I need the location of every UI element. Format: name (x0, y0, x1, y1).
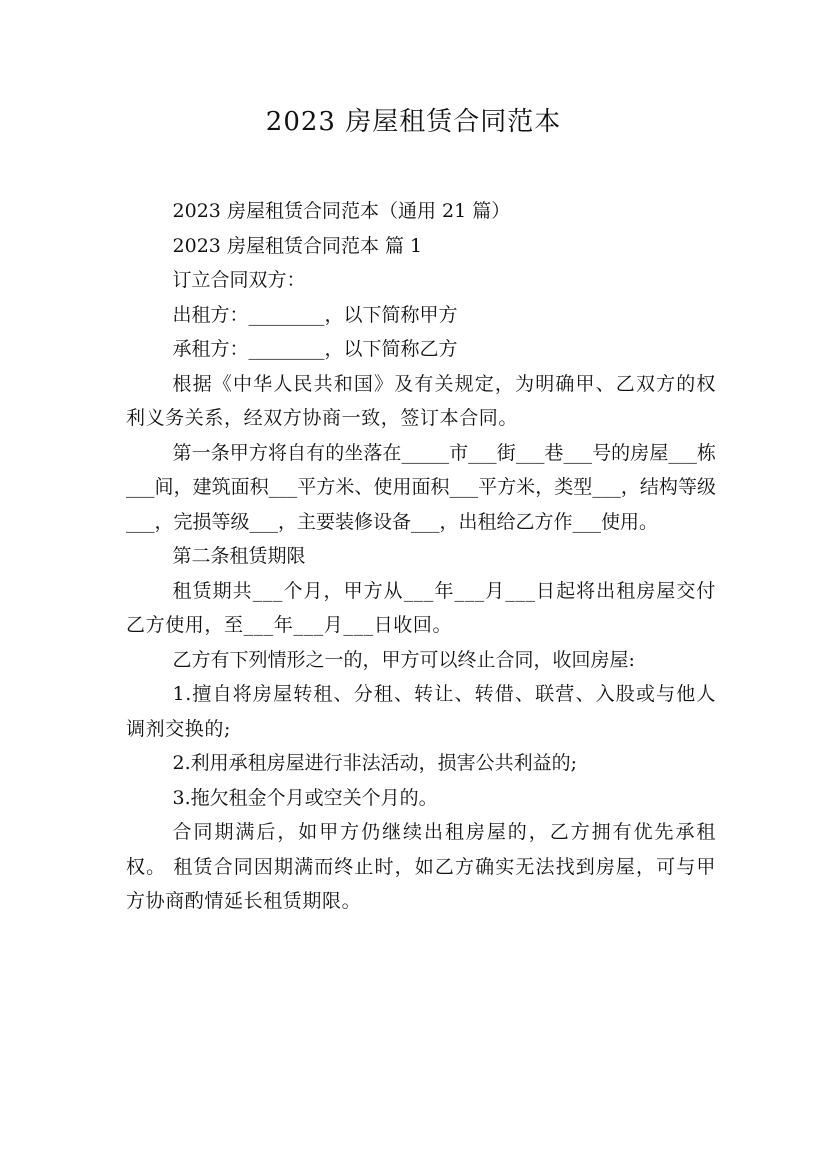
document-title: 2023 房屋租赁合同范本 (265, 107, 562, 137)
list-item-condition-3: 3.拖欠租金个月或空关个月的。 (172, 786, 438, 809)
paragraph-parties-heading: 订立合同双方： (172, 269, 306, 291)
paragraph-lease-term: 租赁期共___个月，甲方从___年___月___日起将出租房屋交付乙方使用，至___年___月___日收回。 (126, 579, 716, 636)
paragraph-legal-basis: 根据《中华人民共和国》及有关规定，为明确甲、乙双方的权利义务关系，经双方协商一致，签订本合同。 (126, 372, 716, 429)
document-body (126, 194, 716, 919)
paragraph-lessee: 承租方：________，以下简称乙方 (172, 338, 458, 360)
paragraph-subtitle: 2023 房屋租赁合同范本（通用 21 篇） (172, 200, 511, 222)
paragraph-article-2-heading: 第二条租赁期限 (172, 545, 306, 567)
list-item-condition-2: 2.利用承租房屋进行非法活动，损害公共利益的; (172, 752, 578, 774)
paragraph-lessor: 出租方：________，以下简称甲方 (172, 303, 458, 326)
list-item-condition-1: 1.擅自将房屋转租、分租、转让、转借、联营、入股或与他人调剂交换的; (126, 683, 716, 740)
paragraph-renewal: 合同期满后，如甲方仍继续出租房屋的，乙方拥有优先承租权。 租赁合同因期满而终止时，如乙方确实无法找到房屋，可与甲方协商酌情延长租赁期限。 (126, 821, 716, 912)
paragraph-section-heading: 2023 房屋租赁合同范本 篇 1 (172, 234, 423, 257)
paragraph-termination-conditions: 乙方有下列情形之一的，甲方可以终止合同，收回房屋: (172, 648, 635, 671)
paragraph-article-1: 第一条甲方将自有的坐落在_____市___街___巷___号的房屋___栋___间，建筑面积___平方米、使用面积___平方米，类型___，结构等级___，完损等级___，主要装修设备___，出租给乙方作___使用。 (126, 441, 716, 533)
